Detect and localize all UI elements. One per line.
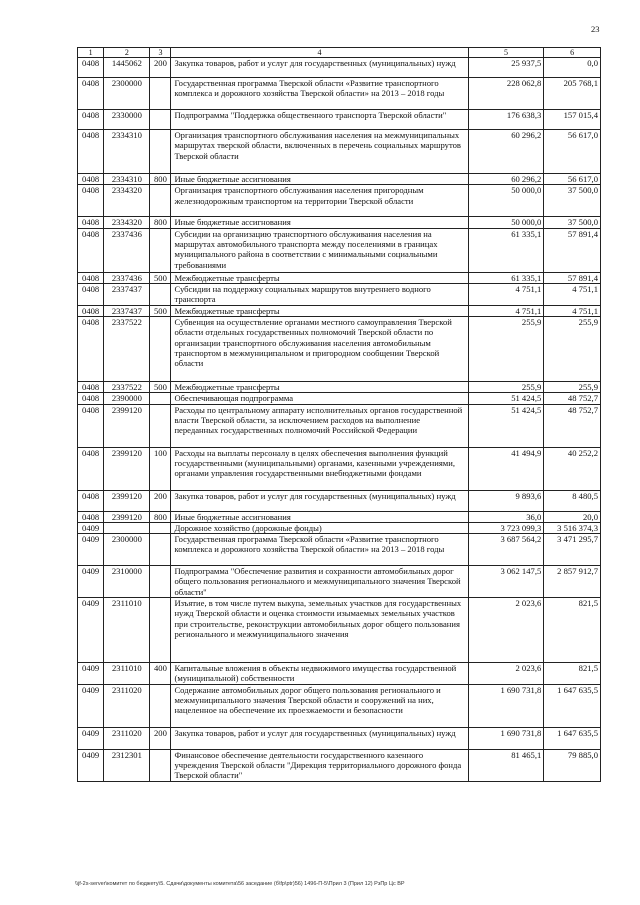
- section-code: 0409: [78, 566, 104, 598]
- amount-actual: 79 885,0: [544, 749, 601, 781]
- table-row: [78, 316, 601, 381]
- item-name: Межбюджетные трансферты: [171, 381, 468, 392]
- budget-table: [77, 47, 601, 782]
- amount-planned: 228 062,8: [468, 78, 544, 110]
- col-header-1: 1: [78, 48, 104, 58]
- target-code: 2312301: [104, 749, 150, 781]
- item-name: Иные бюджетные ассигнования: [171, 217, 468, 228]
- col-header-4: 4: [171, 48, 468, 58]
- amount-actual: 205 768,1: [544, 78, 601, 110]
- file-path-footer: \\jf-2s-server\комитет по бюджету\5. Сдачи\документы комитета\56 заседание (б\fp\ptr)56) 1496-П-5\Прил 3 (Прил 12) РзПр Цс ВР: [75, 881, 405, 887]
- amount-planned: 3 723 099,3: [468, 522, 544, 533]
- amount-planned: 255,9: [468, 381, 544, 392]
- page-number: 23: [591, 24, 600, 34]
- amount-actual: 821,5: [544, 598, 601, 663]
- expense-type: [150, 110, 171, 130]
- item-name: Субсидии на организацию транспортного обслуживания населения на маршрутах автомобильного транспорта между поселениями в границах муниципального района в соответствии с минимальными социальными требованиями: [171, 228, 468, 272]
- expense-type: 800: [150, 511, 171, 522]
- expense-type: [150, 130, 171, 174]
- table-row: [78, 305, 601, 316]
- expense-type: 100: [150, 447, 171, 490]
- section-code: 0408: [78, 283, 104, 305]
- table-row: [78, 749, 601, 781]
- amount-planned: 51 424,5: [468, 404, 544, 447]
- amount-actual: 57 891,4: [544, 272, 601, 283]
- target-code: 2300000: [104, 534, 150, 566]
- amount-actual: 4 751,1: [544, 305, 601, 316]
- section-code: 0408: [78, 217, 104, 228]
- item-name: Иные бюджетные ассигнования: [171, 174, 468, 185]
- item-name: Иные бюджетные ассигнования: [171, 511, 468, 522]
- table-row: [78, 566, 601, 598]
- amount-actual: 37 500,0: [544, 185, 601, 217]
- amount-planned: 50 000,0: [468, 185, 544, 217]
- target-code: 2337437: [104, 305, 150, 316]
- item-name: Подпрограмма "Поддержка общественного транспорта Тверской области": [171, 110, 468, 130]
- amount-actual: 821,5: [544, 663, 601, 685]
- amount-planned: 4 751,1: [468, 283, 544, 305]
- item-name: Организация транспортного обслуживания населения на межмуниципальных маршрутах тверской области, включенных в перечень социальных маршрутов Тверской области: [171, 130, 468, 174]
- table-row: [78, 110, 601, 130]
- expense-type: 500: [150, 305, 171, 316]
- section-code: 0408: [78, 316, 104, 381]
- section-code: 0408: [78, 272, 104, 283]
- expense-type: [150, 283, 171, 305]
- expense-type: 800: [150, 174, 171, 185]
- amount-planned: 3 062 147,5: [468, 566, 544, 598]
- amount-actual: 1 647 635,5: [544, 727, 601, 749]
- amount-planned: 50 000,0: [468, 217, 544, 228]
- item-name: Обеспечивающая подпрограмма: [171, 393, 468, 404]
- amount-actual: 3 516 374,3: [544, 522, 601, 533]
- expense-type: [150, 684, 171, 727]
- amount-planned: 4 751,1: [468, 305, 544, 316]
- table-row: [78, 727, 601, 749]
- amount-planned: 176 638,3: [468, 110, 544, 130]
- target-code: 2310000: [104, 566, 150, 598]
- amount-actual: 37 500,0: [544, 217, 601, 228]
- table-row: [78, 185, 601, 217]
- target-code: 2390000: [104, 393, 150, 404]
- expense-type: [150, 316, 171, 381]
- col-header-3: 3: [150, 48, 171, 58]
- expense-type: 500: [150, 272, 171, 283]
- target-code: 2399120: [104, 447, 150, 490]
- item-name: Финансовое обеспечение деятельности государственного казенного учреждения Тверской области "Дирекция территориального дорожного фонда Тверской области": [171, 749, 468, 781]
- expense-type: [150, 749, 171, 781]
- expense-type: 200: [150, 490, 171, 511]
- table-row: [78, 78, 601, 110]
- item-name: Государственная программа Тверской области «Развитие транспортного комплекса и дорожного хозяйства Тверской области» на 2013 – 2018 годы: [171, 534, 468, 566]
- target-code: 2334310: [104, 130, 150, 174]
- section-code: 0408: [78, 110, 104, 130]
- target-code: [104, 522, 150, 533]
- table-row: [78, 272, 601, 283]
- table-row: [78, 174, 601, 185]
- amount-planned: 1 690 731,8: [468, 684, 544, 727]
- expense-type: [150, 522, 171, 533]
- amount-actual: 4 751,1: [544, 283, 601, 305]
- col-header-6: 6: [544, 48, 601, 58]
- section-code: 0408: [78, 228, 104, 272]
- amount-planned: 60 296,2: [468, 130, 544, 174]
- item-name: Закупка товаров, работ и услуг для государственных (муниципальных) нужд: [171, 490, 468, 511]
- section-code: 0408: [78, 78, 104, 110]
- section-code: 0409: [78, 534, 104, 566]
- target-code: 2399120: [104, 404, 150, 447]
- expense-type: [150, 393, 171, 404]
- target-code: 2311020: [104, 684, 150, 727]
- expense-type: [150, 404, 171, 447]
- section-code: 0409: [78, 598, 104, 663]
- amount-planned: 3 687 564,2: [468, 534, 544, 566]
- item-name: Расходы по центральному аппарату исполнительных органов государственной власти Тверской области, за исключением расходов на выполнение переданных государственных полномочий Российской Федерации: [171, 404, 468, 447]
- target-code: 2337522: [104, 316, 150, 381]
- amount-planned: 9 893,6: [468, 490, 544, 511]
- amount-actual: 0,0: [544, 58, 601, 78]
- table-row: [78, 217, 601, 228]
- table-row: [78, 511, 601, 522]
- target-code: 2399120: [104, 490, 150, 511]
- column-number-row: [78, 48, 601, 58]
- item-name: Межбюджетные трансферты: [171, 305, 468, 316]
- section-code: 0408: [78, 404, 104, 447]
- amount-actual: 56 617,0: [544, 130, 601, 174]
- section-code: 0408: [78, 174, 104, 185]
- amount-actual: 8 480,5: [544, 490, 601, 511]
- amount-actual: 48 752,7: [544, 404, 601, 447]
- amount-actual: 1 647 635,5: [544, 684, 601, 727]
- table-row: [78, 393, 601, 404]
- amount-planned: 51 424,5: [468, 393, 544, 404]
- col-header-5: 5: [468, 48, 544, 58]
- table-body: [78, 58, 601, 782]
- amount-actual: 255,9: [544, 381, 601, 392]
- table-row: [78, 490, 601, 511]
- target-code: 2311010: [104, 598, 150, 663]
- section-code: 0409: [78, 522, 104, 533]
- amount-planned: 2 023,6: [468, 663, 544, 685]
- amount-planned: 25 937,5: [468, 58, 544, 78]
- expense-type: [150, 228, 171, 272]
- item-name: Содержание автомобильных дорог общего пользования регионального и межмуниципального значения Тверской области и сооружений на них, нацеленное на обеспечение их проезжаемости и безопасности: [171, 684, 468, 727]
- section-code: 0408: [78, 511, 104, 522]
- target-code: 2337436: [104, 272, 150, 283]
- item-name: Субвенция на осуществление органами местного самоуправления Тверской области отдельных государственных полномочий Тверской области по организации транспортного обслуживания населения автомобильным транспортом в межмуниципальном и пригородном сообщении Тверской области: [171, 316, 468, 381]
- amount-planned: 2 023,6: [468, 598, 544, 663]
- section-code: 0409: [78, 663, 104, 685]
- table-row: [78, 404, 601, 447]
- item-name: Подпрограмма "Обеспечение развития и сохранности автомобильных дорог общего пользования регионального и межмуниципального значения Тверской области": [171, 566, 468, 598]
- amount-actual: 157 015,4: [544, 110, 601, 130]
- item-name: Межбюджетные трансферты: [171, 272, 468, 283]
- item-name: Дорожное хозяйство (дорожные фонды): [171, 522, 468, 533]
- amount-planned: 1 690 731,8: [468, 727, 544, 749]
- table-row: [78, 381, 601, 392]
- section-code: 0408: [78, 305, 104, 316]
- amount-actual: 48 752,7: [544, 393, 601, 404]
- section-code: 0408: [78, 447, 104, 490]
- amount-actual: 2 857 912,7: [544, 566, 601, 598]
- amount-planned: 81 465,1: [468, 749, 544, 781]
- item-name: Закупка товаров, работ и услуг для государственных (муниципальных) нужд: [171, 58, 468, 78]
- col-header-2: 2: [104, 48, 150, 58]
- target-code: 2330000: [104, 110, 150, 130]
- item-name: Капитальные вложения в объекты недвижимого имущества государственной (муниципальной) собственности: [171, 663, 468, 685]
- table-row: [78, 598, 601, 663]
- section-code: 0408: [78, 185, 104, 217]
- expense-type: [150, 566, 171, 598]
- target-code: 2399120: [104, 511, 150, 522]
- amount-planned: 41 494,9: [468, 447, 544, 490]
- expense-type: 800: [150, 217, 171, 228]
- expense-type: 500: [150, 381, 171, 392]
- table-row: [78, 522, 601, 533]
- section-code: 0409: [78, 727, 104, 749]
- target-code: 2337436: [104, 228, 150, 272]
- amount-planned: 61 335,1: [468, 228, 544, 272]
- amount-actual: 20,0: [544, 511, 601, 522]
- table-row: [78, 228, 601, 272]
- amount-actual: 56 617,0: [544, 174, 601, 185]
- item-name: Расходы на выплаты персоналу в целях обеспечения выполнения функций государственными (муниципальными) органами, казенными учреждениями, органами управления государственными внебюджетными фондами: [171, 447, 468, 490]
- target-code: 2337437: [104, 283, 150, 305]
- amount-actual: 40 252,2: [544, 447, 601, 490]
- amount-planned: 36,0: [468, 511, 544, 522]
- section-code: 0409: [78, 684, 104, 727]
- item-name: Субсидии на поддержку социальных маршрутов внутреннего водного транспорта: [171, 283, 468, 305]
- expense-type: [150, 78, 171, 110]
- expense-type: [150, 185, 171, 217]
- item-name: Изъятие, в том числе путем выкупа, земельных участков для государственных нужд Тверской области и оценка стоимости изымаемых земельных участков при строительстве, реконструкции автомобильных дорог общего пользования регионального и межмуниципального значения: [171, 598, 468, 663]
- target-code: 2334320: [104, 185, 150, 217]
- amount-actual: 255,9: [544, 316, 601, 381]
- amount-actual: 3 471 295,7: [544, 534, 601, 566]
- target-code: 2334310: [104, 174, 150, 185]
- item-name: Государственная программа Тверской области «Развитие транспортного комплекса и дорожного хозяйства Тверской области» на 2013 – 2018 годы: [171, 78, 468, 110]
- table-row: [78, 684, 601, 727]
- amount-actual: 57 891,4: [544, 228, 601, 272]
- expense-type: 200: [150, 727, 171, 749]
- section-code: 0408: [78, 130, 104, 174]
- expense-type: [150, 598, 171, 663]
- section-code: 0408: [78, 490, 104, 511]
- item-name: Закупка товаров, работ и услуг для государственных (муниципальных) нужд: [171, 727, 468, 749]
- section-code: 0409: [78, 749, 104, 781]
- item-name: Организация транспортного обслуживания населения пригородным железнодорожным транспортом на территории Тверской области: [171, 185, 468, 217]
- target-code: 2337522: [104, 381, 150, 392]
- table-row: [78, 447, 601, 490]
- amount-planned: 60 296,2: [468, 174, 544, 185]
- table-row: [78, 130, 601, 174]
- table-row: [78, 534, 601, 566]
- expense-type: 400: [150, 663, 171, 685]
- target-code: 2334320: [104, 217, 150, 228]
- target-code: 2311010: [104, 663, 150, 685]
- target-code: 2300000: [104, 78, 150, 110]
- expense-type: [150, 534, 171, 566]
- section-code: 0408: [78, 393, 104, 404]
- table-row: [78, 663, 601, 685]
- target-code: 1445062: [104, 58, 150, 78]
- table-row: [78, 283, 601, 305]
- section-code: 0408: [78, 58, 104, 78]
- amount-planned: 255,9: [468, 316, 544, 381]
- table-row: [78, 58, 601, 78]
- amount-planned: 61 335,1: [468, 272, 544, 283]
- target-code: 2311020: [104, 727, 150, 749]
- section-code: 0408: [78, 381, 104, 392]
- expense-type: 200: [150, 58, 171, 78]
